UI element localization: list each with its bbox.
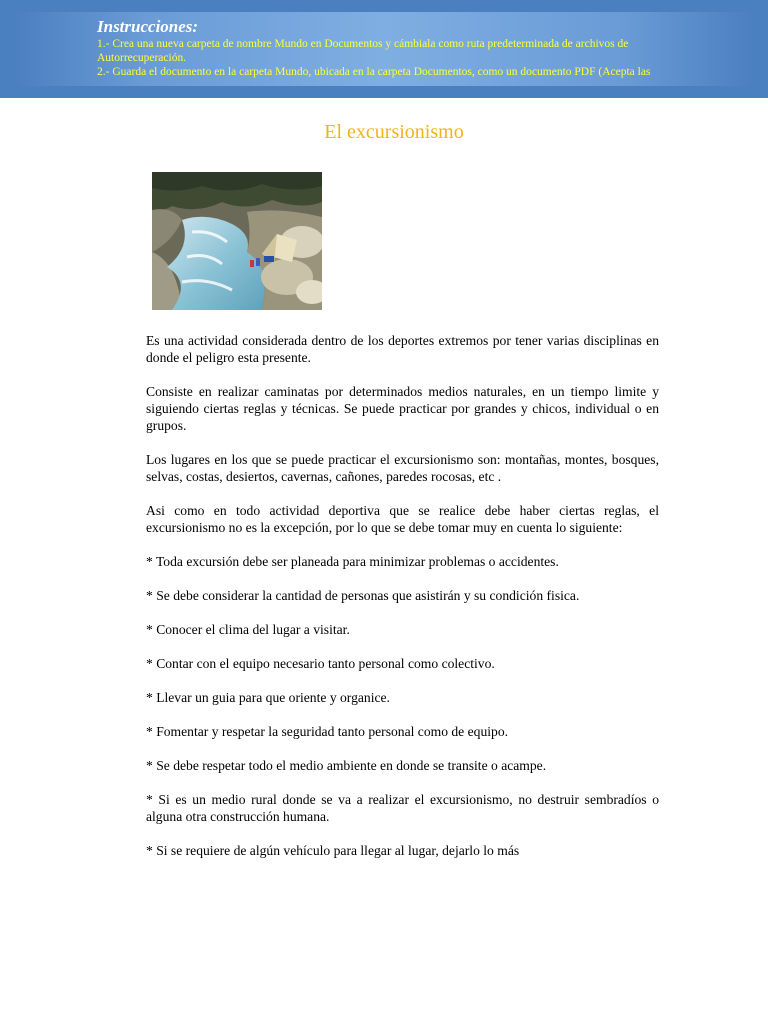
document-title: El excursionismo bbox=[324, 121, 464, 143]
instructions-line: Autorrecuperación. bbox=[97, 52, 187, 64]
paragraph: Asi como en todo actividad deportiva que se realice debe haber ciertas reglas, el excursionismo no es la excepción, por lo que se debe tomar muy en cuenta lo siguiente: bbox=[146, 503, 659, 535]
list-item: * Conocer el clima del lugar a visitar. bbox=[146, 622, 350, 637]
list-item: * Toda excursión debe ser planeada para minimizar problemas o accidentes. bbox=[146, 554, 559, 569]
instructions-banner bbox=[0, 0, 768, 98]
document-body bbox=[146, 332, 659, 876]
list-item: * Se debe respetar todo el medio ambiente en donde se transite o acampe. bbox=[146, 758, 547, 773]
list-item: * Contar con el equipo necesario tanto personal como colectivo. bbox=[146, 656, 495, 671]
paragraph: Consiste en realizar caminatas por determinados medios naturales, en un tiempo limite y siguiendo ciertas reglas y técnicas. Se puede practicar por grandes y chicos, individual o en grupos. bbox=[146, 384, 659, 433]
paragraph: Es una actividad considerada dentro de los deportes extremos por tener varias disciplinas en donde el peligro esta presente. bbox=[146, 333, 659, 365]
instructions-panel bbox=[12, 12, 756, 86]
list-item: * Fomentar y respetar la seguridad tanto personal como de equipo. bbox=[146, 724, 509, 739]
list-item: * Se debe considerar la cantidad de personas que asistirán y su condición fisica. bbox=[146, 588, 580, 603]
river-camping-photo bbox=[152, 172, 322, 310]
list-item: * Si es un medio rural donde se va a realizar el excursionismo, no destruir sembradíos o alguna otra construcción humana. bbox=[146, 792, 659, 824]
instructions-title: Instrucciones: bbox=[97, 17, 199, 36]
list-item: * Llevar un guia para que oriente y organice. bbox=[146, 690, 390, 705]
paragraph: Los lugares en los que se puede practicar el excursionismo son: montañas, montes, bosques, selvas, costas, desiertos, cavernas, cañones, paredes rocosas, etc . bbox=[146, 452, 659, 484]
instructions-line: 2.- Guarda el documento en la carpeta Mundo, ubicada en la carpeta Documentos, como un documento PDF (Acepta las bbox=[97, 66, 651, 78]
instructions-line: 1.- Crea una nueva carpeta de nombre Mundo en Documentos y cámbiala como ruta predeterminada de archivos de bbox=[97, 38, 629, 50]
list-item: * Si se requiere de algún vehículo para llegar al lugar, dejarlo lo más bbox=[146, 843, 520, 858]
instructions-text bbox=[97, 37, 737, 79]
